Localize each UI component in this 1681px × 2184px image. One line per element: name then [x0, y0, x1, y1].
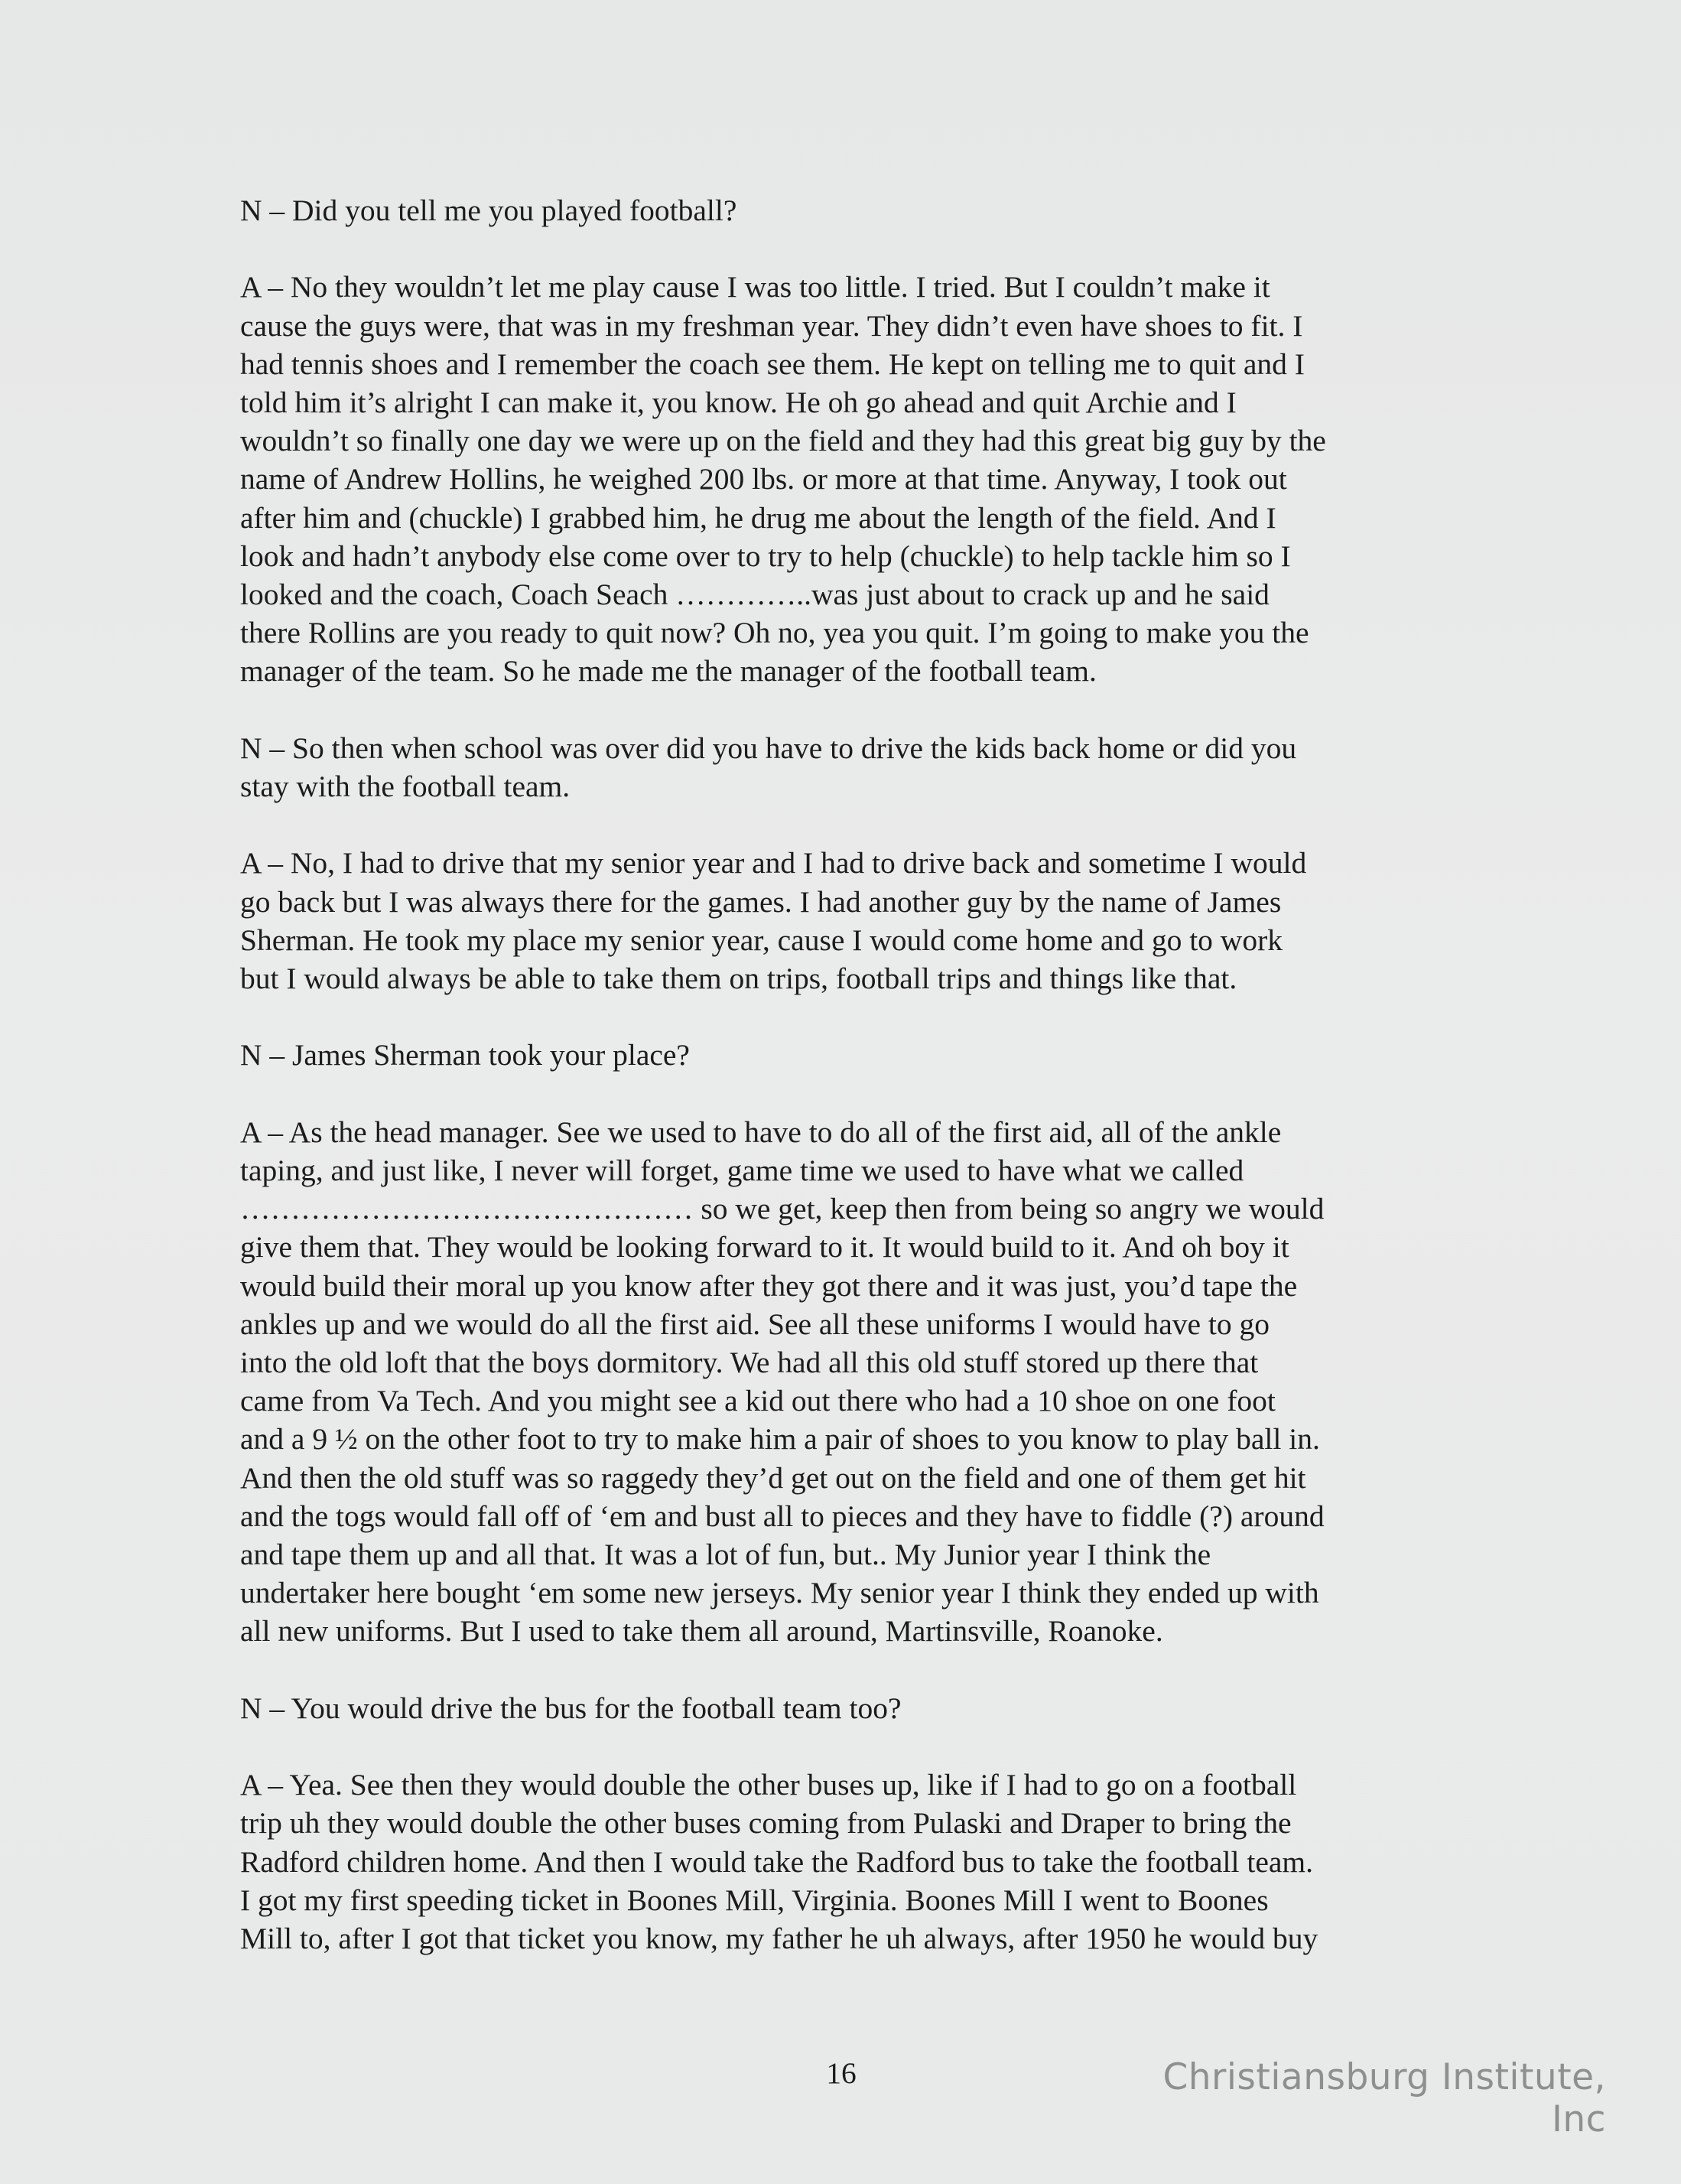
- watermark: Christiansburg Institute, Inc: [1162, 2056, 1606, 2140]
- paragraph-question-james-sherman: N – James Sherman took your place?: [240, 1038, 690, 1072]
- paragraph-question-football: N – Did you tell me you played football?: [240, 194, 737, 227]
- page-number: 16: [826, 2056, 857, 2090]
- paragraph-answer-head-manager: A – As the head manager. See we used to have to do all of the first aid, all of the ankle taping, and just like, I never will forget, game time we used to have what we called ……………………………………… so we get, keep then from being so angry we would give them that. They would be looking forward to it. It would build to it. And oh boy it would build their moral up you know after they got there and it was just, you’d tape the ankles up and we would do all the first aid. See all these uniforms I would have to go into the old loft that the boys dormitory. We had all this old stuff stored up there that came from Va Tech. And you might see a kid out there who had a 10 shoe on one foot and a 9 ½ on the other foot to try to make him a pair of shoes to you know to play ball in. And then the old stuff was so raggedy they’d get out on the field and one of them get hit and the togs would fall off of ‘em and bust all to pieces and they have to fiddle (?) around and tape them up and all that. It was a lot of fun, but.. My Junior year I think the undertaker here bought ‘em some new jerseys. My senior year I think they ended up with all new uniforms. But I used to take them all around, Martinsville, Roanoke.: [240, 1115, 1325, 1649]
- paragraph-answer-double-buses: A – Yea. See then they would double the other buses up, like if I had to go on a football trip uh they would double the other buses coming from Pulaski and Draper to bring the Radford children home. And then I would take the Radford bus to take the football team. I got my first speeding ticket in Boones Mill, Virginia. Boones Mill I went to Boones Mill to, after I got that ticket you know, my father he uh always, after 1950 he would buy: [240, 1768, 1318, 1956]
- paragraph-answer-football: A – No they wouldn’t let me play cause I was too little. I tried. But I couldn’t make it cause the guys were, that was in my freshman year. They didn’t even have shoes to fit. I had tennis shoes and I remember the coach see them. He kept on telling me to quit and I told him it’s alright I can make it, you know. He oh go ahead and quit Archie and I wouldn’t so finally one day we were up on the field and they had this great big guy by the name of Andrew Hollins, he weighed 200 lbs. or more at that time. Anyway, I took out after him and (chuckle) I grabbed him, he drug me about the length of the field. And I look and hadn’t anybody else come over to try to help (chuckle) to help tackle him so I looked and the coach, Coach Seach …………..was just about to crack up and he said there Rollins are you ready to quit now? Oh no, yea you quit. I’m going to make you the manager of the team. So he made me the manager of the football team.: [240, 270, 1326, 688]
- paragraph-question-drive-bus: N – You would drive the bus for the football team too?: [240, 1691, 902, 1725]
- transcript-body: [240, 191, 1464, 1996]
- paragraph-question-drive-kids: N – So then when school was over did you have to drive the kids back home or did you stay with the football team.: [240, 731, 1297, 804]
- paragraph-answer-senior-year: A – No, I had to drive that my senior year and I had to drive back and sometime I would go back but I was always there for the games. I had another guy by the name of James Sherman. He took my place my senior year, cause I would come home and go to work but I would always be able to take them on trips, football trips and things like that.: [240, 846, 1307, 996]
